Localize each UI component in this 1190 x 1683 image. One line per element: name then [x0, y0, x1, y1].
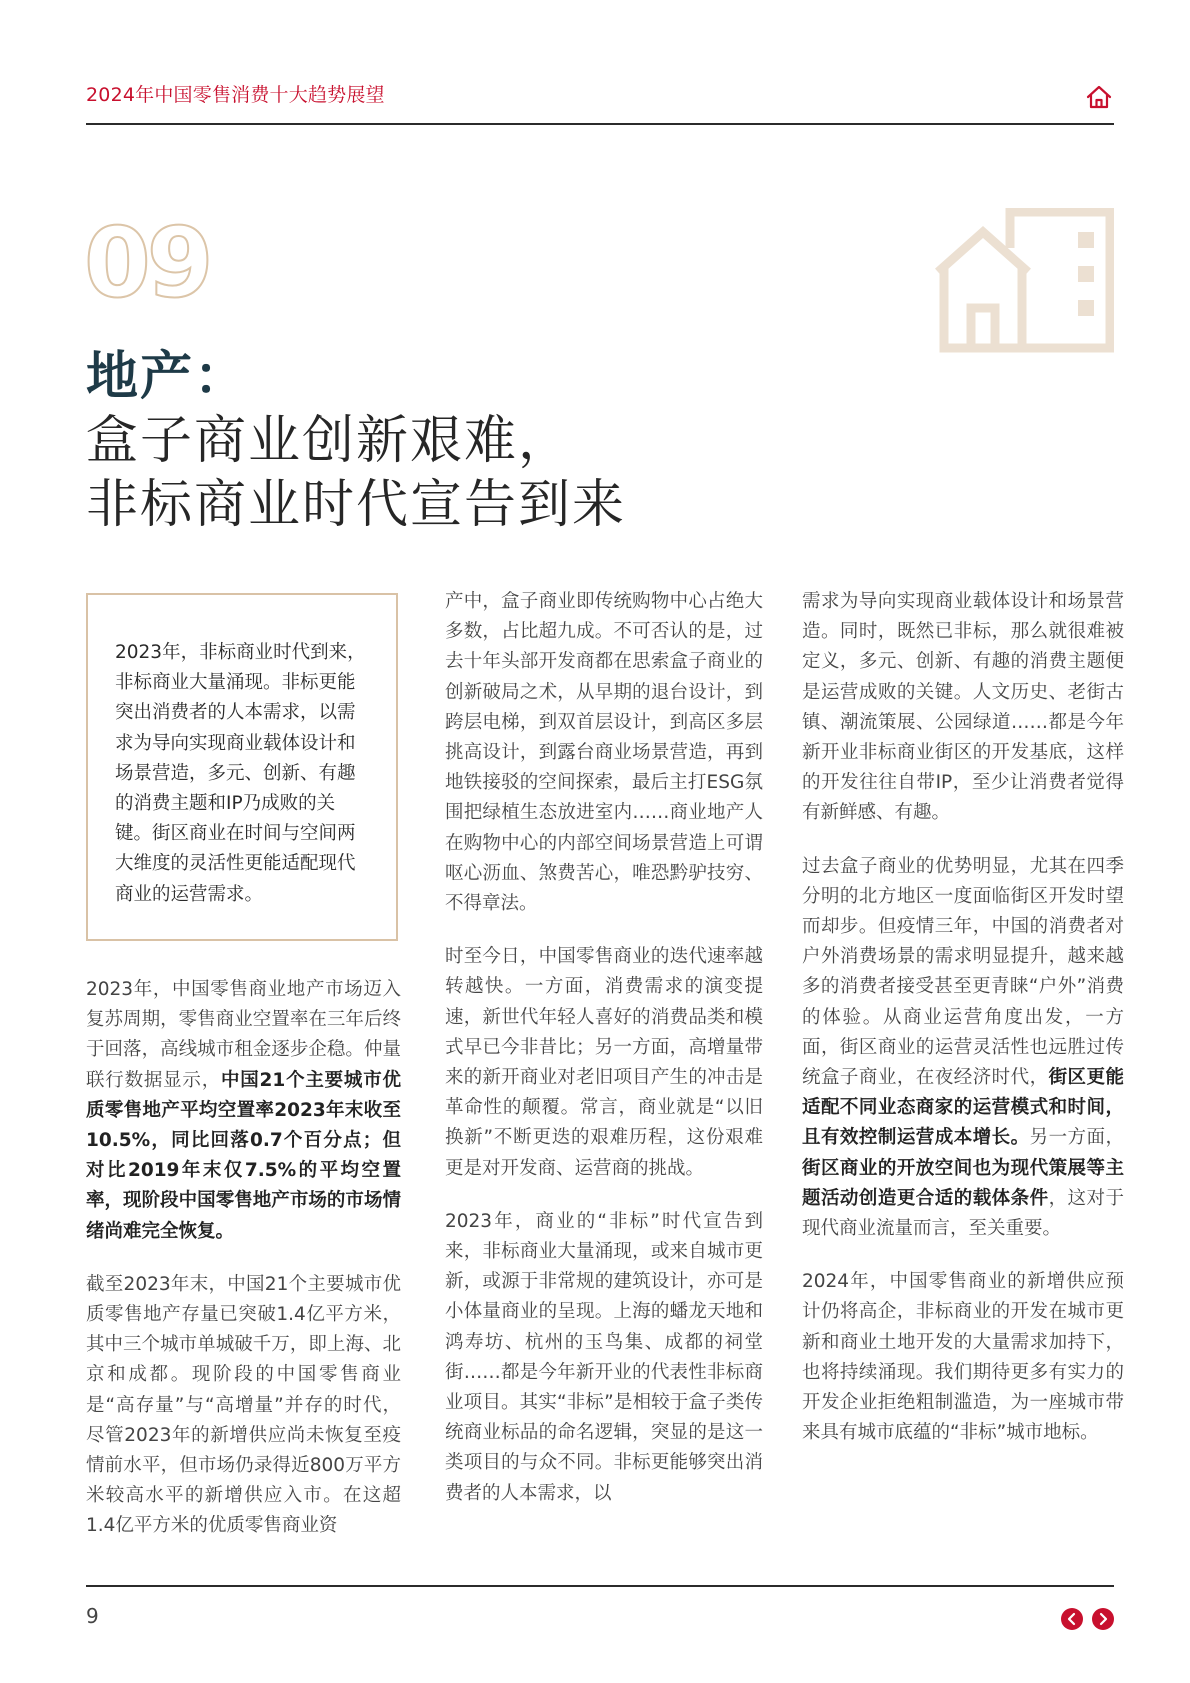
highlight-text: 2023年，非标商业时代到来，非标商业大量涌现。非标更能突出消费者的人本需求，以需求为导向实现商业载体设计和场景营造，多元、创新、有趣的消费主题和IP乃成败的关键。街区商业在时间与空间两大维度的灵活性更能适配现代商业的运营需求。 [115, 642, 366, 905]
text-column-3 [802, 587, 1124, 1471]
paragraph: 2024年，中国零售商业的新增供应预计仍将高企，非标商业的开发在城市更新和商业土地开发的大量需求加持下，也将持续涌现。我们期待更多有实力的开发企业拒绝粗制滥造，为一座城市带来具有城市底蕴的“非标”城市地标。 [802, 1271, 1124, 1444]
paragraph: 需求为导向实现商业载体设计和场景营造。同时，既然已非标，那么就很难被定义，多元、创新、有趣的消费主题便是运营成败的关键。人文历史、老街古镇、潮流策展、公园绿道……都是今年新开业非标商业街区的开发基底，这样的开发往往自带IP，至少让消费者觉得有新鲜感、有趣。 [802, 591, 1124, 824]
paragraph: 2023年，商业的“非标”时代宣告到来，非标商业大量涌现，或来自城市更新，或源于非常规的建筑设计，亦可是小体量商业的呈现。上海的蟠龙天地和鸿寿坊、杭州的玉鸟集、成都的祠堂街……都是今年新开业的代表性非标商业项目。其实“非标”是相较于盒子类传统商业标品的命名逻辑，突显的是这一类项目的与众不同。非标更能够突出消费者的人本需求，以 [445, 1210, 763, 1504]
footer-divider [86, 1585, 1114, 1587]
page-number: 9 [86, 1604, 99, 1628]
next-page-button[interactable] [1092, 1608, 1114, 1630]
text-column-2 [445, 587, 763, 1532]
title-category: 地产： [86, 347, 249, 407]
title-line-2: 非标商业时代宣告到来 [86, 475, 627, 535]
paragraph: 2023年，中国零售商业地产市场迈入复苏周期，零售商业空置率在三年后终于回落，高线城市租金逐步企稳。仲量联行数据显示，中国21个主要城市优质零售地产平均空置率2023年末收至10.5%，同比回落0.7个百分点；但对比2019年末仅7.5%的平均空置率，现阶段中国零售地产市场的市场情绪尚难完全恢复。 [86, 979, 401, 1242]
svg-text:09: 09 [84, 210, 210, 310]
report-title: 2024年中国零售消费十大趋势展望 [86, 84, 385, 106]
section-number [84, 210, 224, 310]
highlight-box [86, 593, 398, 941]
title-line-1: 盒子商业创新艰难， [86, 411, 573, 471]
paragraph: 截至2023年末，中国21个主要城市优质零售地产存量已突破1.4亿平方米，其中三个城市单城破千万，即上海、北京和成都。现阶段的中国零售商业是“高存量”与“高增量”并存的时代，尽管2023年的新增供应尚未恢复至疫情前水平，但市场仍录得近800万平方米较高水平的新增供应入市。在这超1.4亿平方米的优质零售商业资 [86, 1273, 401, 1537]
previous-page-button[interactable] [1061, 1608, 1083, 1630]
chevron-right-icon [1092, 1608, 1114, 1630]
home-icon[interactable] [1085, 84, 1113, 110]
section-title [86, 345, 626, 537]
chevron-left-icon [1061, 1608, 1083, 1630]
text-column-1 [86, 975, 401, 1565]
paragraph: 过去盒子商业的优势明显，尤其在四季分明的北方地区一度面临街区开发时望而却步。但疫情三年，中国的消费者对户外消费场景的需求明显提升，越来越多的消费者接受甚至更青睐“户外”消费的体验。从商业运营角度出发，一方面，街区商业的运营灵活性也远胜过传统盒子商业，在夜经济时代，街区更能适配不同业态商家的运营模式和时间，且有效控制运营成本增长。另一方面，街区商业的开放空间也为现代策展等主题活动创造更合适的载体条件，这对于现代商业流量而言，至关重要。 [802, 855, 1124, 1240]
header-divider [86, 123, 1114, 125]
paragraph: 产中，盒子商业即传统购物中心占绝大多数，占比超九成。不可否认的是，过去十年头部开发商都在思索盒子商业的创新破局之术，从早期的退台设计，到跨层电梯，到双首层设计，到高区多层挑高设计，到露台商业场景营造，再到地铁接驳的空间探索，最后主打ESG氛围把绿植生态放进室内……商业地产人在购物中心的内部空间场景营造上可谓呕心沥血、煞费苦心，唯恐黔驴技穷、不得章法。 [445, 591, 763, 915]
paragraph: 时至今日，中国零售商业的迭代速率越转越快。一方面，消费需求的演变提速，新世代年轻人喜好的消费品类和模式早已今非昔比；另一方面，高增量带来的新开商业对老旧项目产生的冲击是革命性的颠覆。常言，商业就是“以旧换新”不断更迭的艰难历程，这份艰难更是对开发商、运营商的挑战。 [445, 946, 763, 1179]
building-icon [934, 208, 1114, 353]
